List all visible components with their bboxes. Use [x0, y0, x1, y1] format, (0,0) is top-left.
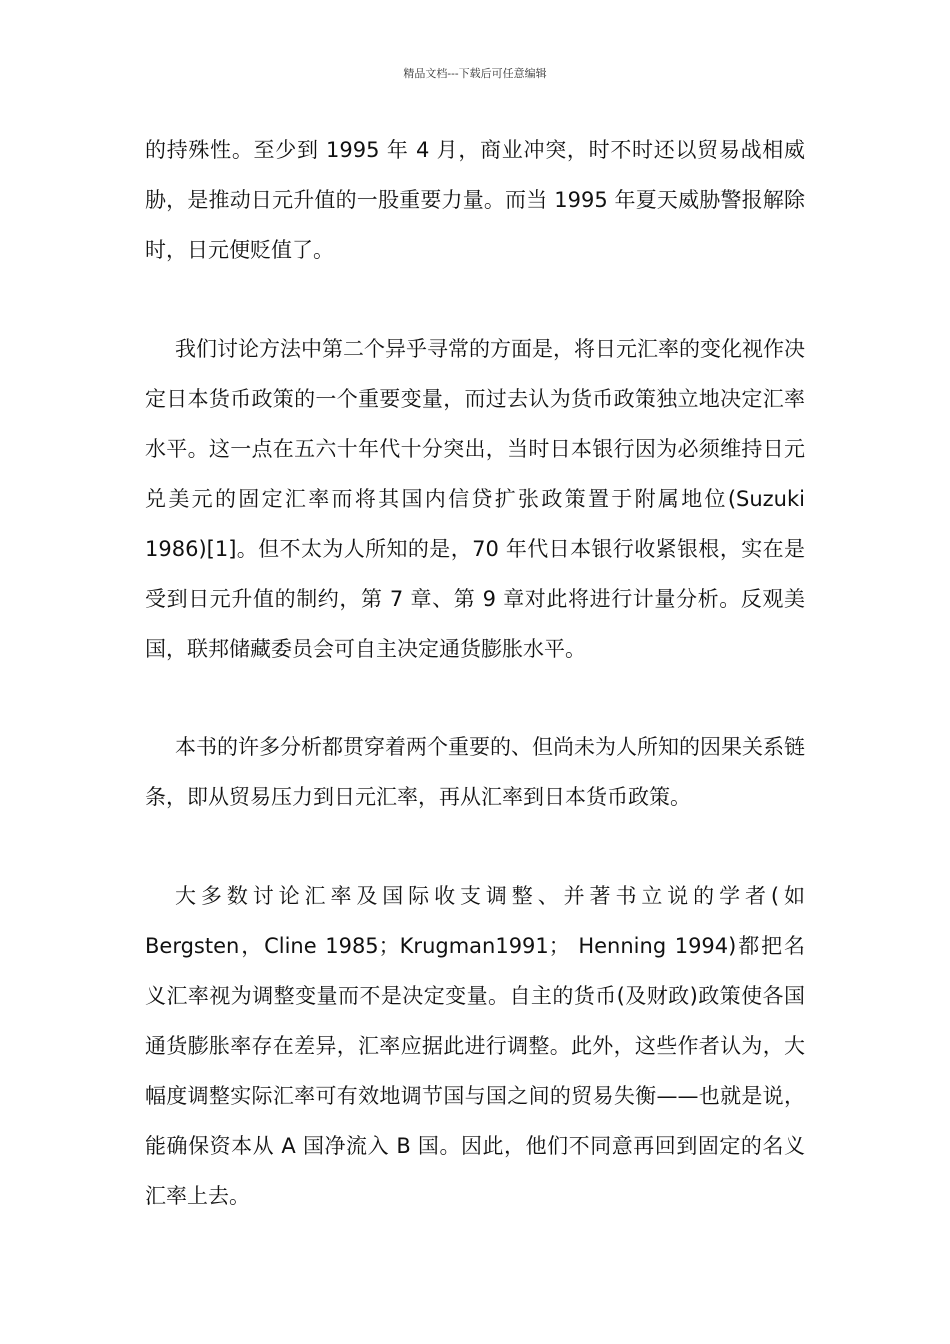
paragraph-3: 本书的许多分析都贯穿着两个重要的、但尚未为人所知的因果关系链条，即从贸易压力到日元汇率，再从汇率到日本货币政策。: [145, 735, 805, 809]
paragraph-4: 大多数讨论汇率及国际收支调整、并著书立说的学者(如 Bergsten，Cline 1985；Krugman1991； Henning 1994)都把名义汇率视为调整变量而不是决定变量。自主的货币(及财政)政策使各国通货膨胀率存在差异，汇率应据此进行调整。此外，这些作者认为，大幅度调整实际汇率可有效地调节国与国之间的贸易失衡——也就是说，能确保资本从 A 国净流入 B 国。因此，他们不同意再回到固定的名义汇率上去。: [145, 884, 805, 1208]
paragraph-1: 的持殊性。至少到 1995 年 4 月，商业冲突，时不时还以贸易战相威胁，是推动日元升值的一股重要力量。而当 1995 年夏天威胁警报解除时，日元便贬值了。: [145, 138, 805, 262]
page-header: 精品文档---下载后可任意编辑: [403, 67, 547, 80]
paragraph-2: 我们讨论方法中第二个异乎寻常的方面是，将日元汇率的变化视作决定日本货币政策的一个重要变量，而过去认为货币政策独立地决定汇率水平。这一点在五六十年代十分突出，当时日本银行因为必须维持日元兑美元的固定汇率而将其国内信贷扩张政策置于附属地位(Suzuki 1986)[1]。但不太为人所知的是，70 年代日本银行收紧银根，实在是受到日元升值的制约，第 7 章、第 9 章对此将进行计量分析。反观美国，联邦储藏委员会可自主决定通货膨胀水平。: [145, 337, 805, 661]
